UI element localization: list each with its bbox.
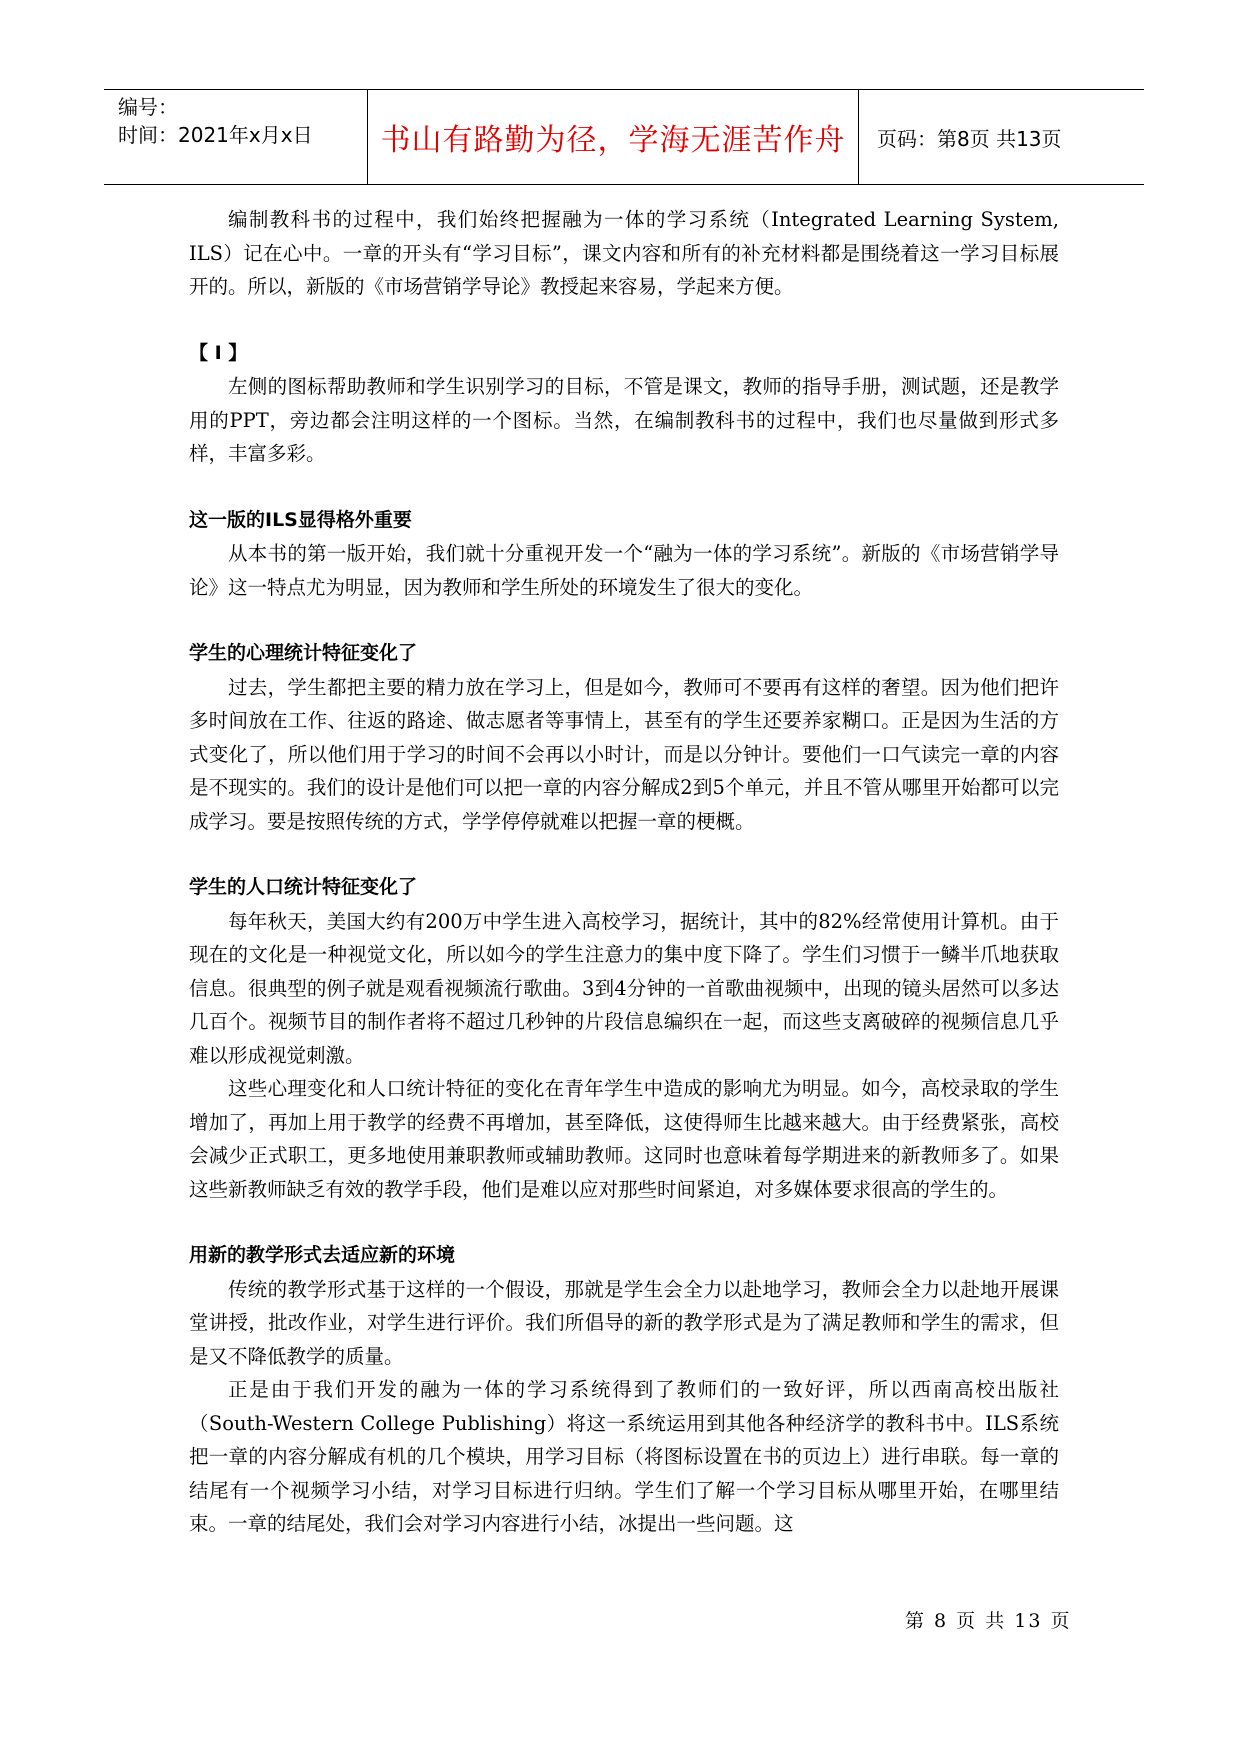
- ils-adoption-paragraph: 正是由于我们开发的融为一体的学习系统得到了教师们的一致好评，所以西南高校出版社（South-Western College Publishing）将这一系统运用到其他各种经济学的教科书中。ILS系统把一章的内容分解成有机的几个模块，用学习目标（将图标设置在书的页边上）进行串联。每一章的结尾有一个视频学习小结，对学习目标进行归纳。学生们了解一个学习目标从哪里开始，在哪里结束。一章的结尾处，我们会对学习内容进行小结，冰提出一些问题。这: [189, 1378, 1059, 1535]
- page-header: [104, 89, 1144, 185]
- document-body: [189, 203, 1059, 1541]
- intro-paragraph: 编制教科书的过程中，我们始终把握融为一体的学习系统（Integrated Learning System, ILS）记在心中。一章的开头有“学习目标”，课文内容和所有的补充材料都是围绕着这一学习目标展开的。所以，新版的《市场营销学导论》教授起来容易，学起来方便。: [189, 208, 1059, 298]
- demographics-paragraph: 每年秋天，美国大约有200万中学生进入高校学习，据统计，其中的82%经常使用计算机。由于现在的文化是一种视觉文化，所以如今的学生注意力的集中度下降了。学生们习惯于一鳞半爪地获取信息。很典型的例子就是观看视频流行歌曲。3到4分钟的一首歌曲视频中，出现的镜头居然可以多达几百个。视频节目的制作者将不超过几秒钟的片段信息编织在一起，而这些支离破碎的视频信息几乎难以形成视觉刺激。: [189, 909, 1059, 1067]
- psychographics-paragraph: 过去，学生都把主要的精力放在学习上，但是如今，教师可不要再有这样的奢望。因为他们把许多时间放在工作、往返的路途、做志愿者等事情上，甚至有的学生还要养家糊口。正是因为生活的方式变化了，所以他们用于学习的时间不会再以小时计，而是以分钟计。要他们一口气读完一章的内容是不现实的。我们的设计是他们可以把一章的内容分解成2到5个单元，并且不管从哪里开始都可以完成学习。要是按照传统的方式，学学停停就难以把握一章的梗概。: [189, 675, 1059, 833]
- document-time-label: 时间：2021年x月x日: [118, 123, 313, 147]
- new-teaching-paragraph: 传统的教学形式基于这样的一个假设，那就是学生会全力以赴地学习，教师会全力以赴地开展课堂讲授，批改作业，对学生进行评价。我们所倡导的新的教学形式是为了满足教师和学生的需求，但是又不降低教学的质量。: [189, 1277, 1059, 1368]
- section-heading-psychographics: 学生的心理统计特征变化了: [189, 642, 418, 664]
- objective-marker: 【 I 】: [189, 341, 248, 364]
- section-heading-demographics: 学生的人口统计特征变化了: [189, 876, 418, 898]
- impact-paragraph: 这些心理变化和人口统计特征的变化在青年学生中造成的影响尤为明显。如今，高校录取的学生增加了，再加上用于教学的经费不再增加，甚至降低，这使得师生比越来越大。由于经费紧张，高校会减少正式职工，更多地使用兼职教师或辅助教师。这同时也意味着每学期进来的新教师多了。如果这些新教师缺乏有效的教学手段，他们是难以应对那些时间紧迫，对多媒体要求很高的学生的。: [189, 1077, 1059, 1201]
- ils-paragraph: 从本书的第一版开始，我们就十分重视开发一个“融为一体的学习系统”。新版的《市场营销学导论》这一特点尤为明显，因为教师和学生所处的环境发生了很大的变化。: [189, 542, 1059, 599]
- header-page-number: 页码：第8页 共13页: [877, 126, 1062, 151]
- document-number-label: 编号：: [118, 95, 178, 119]
- section-heading-ils: 这一版的ILS显得格外重要: [189, 508, 412, 531]
- section-heading-new-teaching: 用新的教学形式去适应新的环境: [189, 1244, 456, 1266]
- header-meta: [104, 90, 368, 184]
- page-footer: 第 8 页 共 13 页: [905, 1610, 1072, 1632]
- header-motto: 书山有路勤为径，学海无涯苦作舟: [368, 90, 859, 184]
- icon-paragraph: 左侧的图标帮助教师和学生识别学习的目标，不管是课文，教师的指导手册，测试题，还是教学用的PPT，旁边都会注明这样的一个图标。当然，在编制教科书的过程中，我们也尽量做到形式多样，丰富多彩。: [189, 375, 1059, 465]
